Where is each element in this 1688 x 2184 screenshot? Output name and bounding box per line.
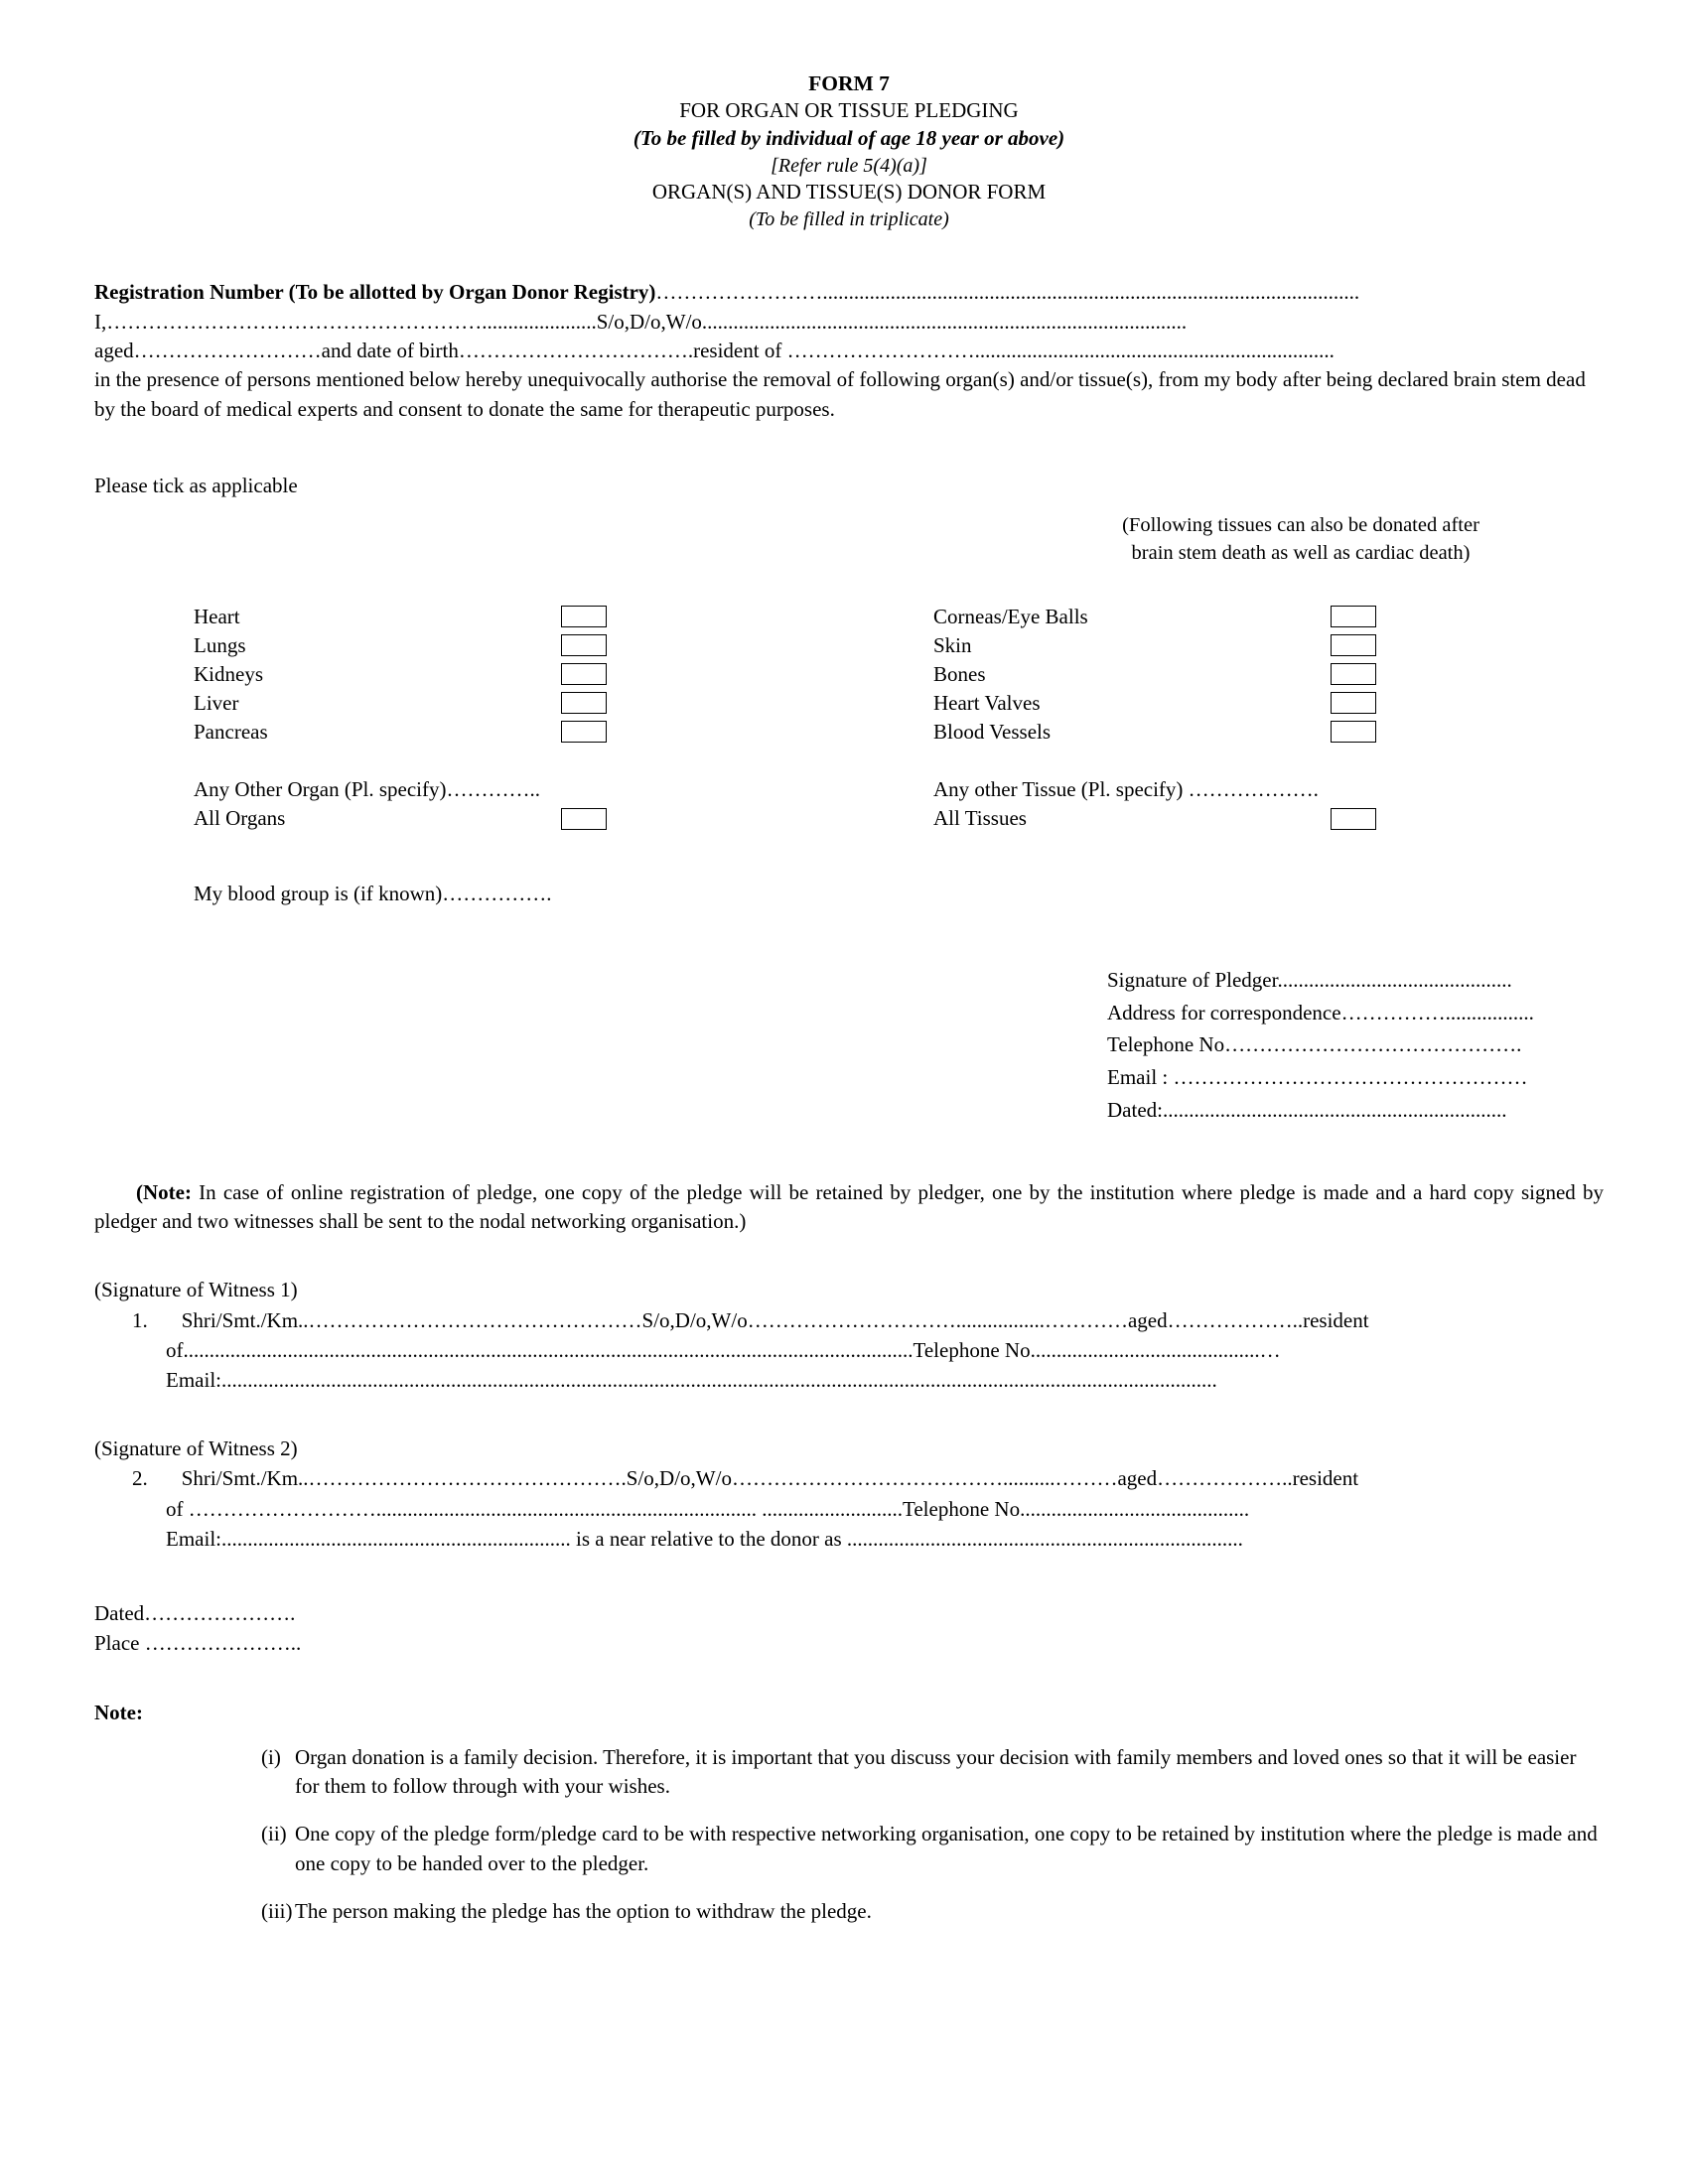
footnotes-title: Note:	[94, 1700, 143, 1724]
witness-2-number: 2.	[132, 1466, 148, 1491]
organ-checkbox-liver[interactable]	[561, 692, 607, 714]
tissue-checkbox-corneas[interactable]	[1331, 606, 1376, 627]
footnote-marker: (iii)	[261, 1898, 293, 1923]
all-tissues-label: All Tissues	[933, 806, 1027, 831]
footnote-text: Organ donation is a family decision. Therefore, it is important that you discuss your decision with family members and loved ones so that it will be easier for them to follow through with your wishes.	[295, 1744, 1577, 1799]
organ-row-kidneys[interactable]	[194, 660, 730, 689]
tissues-column	[730, 603, 1484, 906]
dated-field[interactable]: Dated:..................................................................	[1107, 1097, 1507, 1122]
organ-row-heart[interactable]	[194, 603, 730, 631]
organ-label: Liver	[194, 690, 239, 715]
form-donor-heading: ORGAN(S) AND TISSUE(S) DONOR FORM	[651, 180, 1047, 205]
name-line[interactable]: I,………………………………………………......................S/o,D/o,W/o.............................................................................................	[94, 309, 1188, 334]
witness-1-line3[interactable]: Email:...............................................................................................................................................................................................	[166, 1368, 1217, 1393]
note-bold-label: (Note:	[136, 1179, 192, 1204]
tissue-row-bones[interactable]	[933, 660, 1484, 689]
organ-checkbox-all[interactable]	[561, 808, 607, 830]
tissue-checkbox-bones[interactable]	[1331, 663, 1376, 685]
address-field[interactable]: Address for correspondence…………….................	[1107, 1000, 1534, 1024]
dated-place-block	[94, 1598, 1604, 1659]
witness-2-block	[94, 1433, 1604, 1555]
footnote-text: One copy of the pledge form/pledge card to be with respective networking organisation, one copy to be retained by institution where the pledge is made and one copy to be handed over to the pledger.	[295, 1822, 1598, 1875]
tissue-label: Corneas/Eye Balls	[933, 604, 1088, 628]
form-rule-reference: [Refer rule 5(4)(a)]	[771, 154, 927, 177]
form-place-field[interactable]: Place …………………..	[94, 1631, 302, 1656]
authorisation-paragraph: in the presence of persons mentioned below hereby unequivocally authorise the removal of following organ(s) and/or tissue(s), from my body after being declared brain stem dead by the board of medical experts and consent to donate the same for therapeutic purposes.	[94, 367, 1586, 421]
organ-row-all[interactable]	[194, 804, 730, 834]
document-header	[94, 69, 1604, 232]
organ-row-pancreas[interactable]	[194, 718, 730, 747]
organ-label: Lungs	[194, 632, 246, 657]
tissue-row-blood-vessels[interactable]	[933, 718, 1484, 747]
all-organs-label: All Organs	[194, 806, 286, 831]
email-field[interactable]: Email : ……………………………………………	[1107, 1065, 1528, 1090]
organ-label: Pancreas	[194, 719, 268, 744]
footnote-text: The person making the pledge has the option to withdraw the pledge.	[295, 1898, 872, 1923]
tissue-label: Heart Valves	[933, 690, 1041, 715]
witness-2-line3[interactable]: Email:................................................................... is a near relative to the donor as ............................................................................	[166, 1527, 1243, 1552]
organ-checkbox-kidneys[interactable]	[561, 663, 607, 685]
tissue-label: Skin	[933, 632, 972, 657]
tick-instruction: Please tick as applicable	[94, 474, 298, 498]
witness-2-line2[interactable]: of ………………………......................................................................... ...........................Telephone No............................................	[166, 1496, 1250, 1521]
footnote-item-1	[94, 1743, 1604, 1803]
signature-of-pledger-field[interactable]: Signature of Pledger.............................................	[1107, 967, 1512, 992]
witness-2-title: (Signature of Witness 2)	[94, 1435, 298, 1460]
witness-1-title: (Signature of Witness 1)	[94, 1278, 298, 1302]
tissue-label: Blood Vessels	[933, 719, 1052, 744]
organ-checkbox-lungs[interactable]	[561, 634, 607, 656]
witness-1-block	[94, 1275, 1604, 1396]
tissues-spacer	[933, 747, 1484, 773]
witness-1-list	[94, 1305, 1604, 1396]
organ-label: Kidneys	[194, 661, 263, 686]
form-triplicate-note: (To be filled in triplicate)	[749, 207, 949, 230]
organs-column	[94, 603, 730, 906]
tissue-checkbox-skin[interactable]	[1331, 634, 1376, 656]
selection-columns	[94, 603, 1604, 906]
telephone-field[interactable]: Telephone No…………………………………….	[1107, 1032, 1522, 1057]
witness-1-item	[132, 1305, 1604, 1396]
tissue-note-line2: brain stem death as well as cardiac death)	[1131, 541, 1471, 564]
footnote-marker: (i)	[261, 1744, 281, 1769]
organ-label: Heart	[194, 604, 240, 628]
form-title: FOR ORGAN OR TISSUE PLEDGING	[679, 98, 1019, 123]
tissue-row-corneas[interactable]	[933, 603, 1484, 631]
tissue-checkbox-blood-vessels[interactable]	[1331, 721, 1376, 743]
organs-spacer	[194, 747, 730, 773]
online-registration-note	[94, 1178, 1604, 1238]
blood-group-field[interactable]: My blood group is (if known)…………….	[194, 881, 552, 905]
note-body-text: In case of online registration of pledge, one copy of the pledge will be retained by pledger, one by the institution where pledge is made and a hard copy signed by pledger and two witnesses shall be sent to the nodal networking organisation.)	[94, 1179, 1604, 1234]
form-subtitle-age: (To be filled by individual of age 18 year or above)	[633, 126, 1065, 151]
intro-block	[94, 278, 1604, 424]
witness-2-list	[94, 1463, 1604, 1554]
any-other-tissue-field[interactable]: Any other Tissue (Pl. specify) ……………….	[933, 776, 1319, 801]
organ-row-liver[interactable]	[194, 689, 730, 718]
registration-label: Registration Number (To be allotted by Organ Donor Registry)	[94, 280, 656, 305]
tissue-row-heart-valves[interactable]	[933, 689, 1484, 718]
pledger-signature-block	[1107, 964, 1604, 1127]
any-other-organ-field[interactable]: Any Other Organ (Pl. specify)…………..	[194, 776, 540, 801]
footnote-item-2	[94, 1820, 1604, 1879]
organ-row-lungs[interactable]	[194, 631, 730, 660]
footnote-marker: (ii)	[261, 1822, 287, 1846]
witness-2-item	[132, 1463, 1604, 1554]
form-number: FORM 7	[808, 71, 890, 95]
tissue-checkbox-all[interactable]	[1331, 808, 1376, 830]
tissue-note	[1023, 512, 1579, 567]
organ-checkbox-heart[interactable]	[561, 606, 607, 627]
witness-2-line1[interactable]: Shri/Smt./Km..……………………………………….S/o,D/o,W/o…………………………………..........………aged………………..resident	[181, 1466, 1359, 1491]
tissue-label: Bones	[933, 661, 986, 686]
organ-checkbox-pancreas[interactable]	[561, 721, 607, 743]
tissue-note-line1: (Following tissues can also be donated after	[1122, 514, 1479, 537]
witness-1-line1[interactable]: Shri/Smt./Km..…………………………………………S/o,D/o,W/o………………………….................…………aged………………..resident	[181, 1307, 1369, 1332]
tissue-row-all[interactable]	[933, 804, 1484, 834]
witness-1-line2[interactable]: of............................................................................................................................................Telephone No............................................…	[166, 1338, 1281, 1363]
registration-line	[94, 278, 1604, 307]
witness-1-number: 1.	[132, 1307, 148, 1332]
tissue-row-skin[interactable]	[933, 631, 1484, 660]
registration-field[interactable]: …………………….......................................................................................................	[655, 280, 1360, 305]
form-dated-field[interactable]: Dated………………….	[94, 1600, 296, 1625]
tissue-checkbox-heart-valves[interactable]	[1331, 692, 1376, 714]
footnote-item-3	[94, 1897, 1604, 1927]
age-dob-residence-line[interactable]: aged………………………and date of birth…………………………….resident of ……………………….....................................................................	[94, 339, 1335, 363]
